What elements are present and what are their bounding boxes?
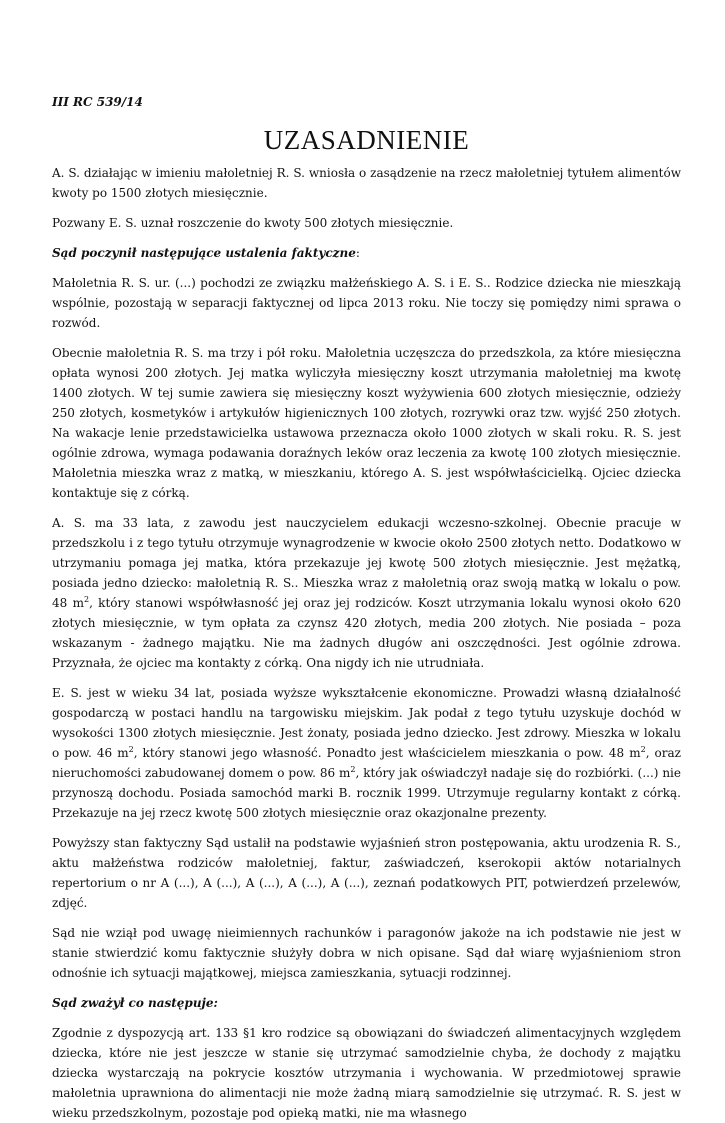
father-text-part1: E. S. jest w wieku 34 lat, posiada wyższe wykształcenie ekonomiczne. Prowadzi własną działalność gospodarczą w postaci handlu na targowisku miejskim. Jak podał z tego tytułu uzyskuje dochód w wysokości 1300 złotych miesięcznie. Jest żonaty, posiada jedno dziecko. Jest zdrowy. Mieszka w lokalu o pow. 46 m [52, 686, 681, 760]
section-heading-findings [52, 243, 681, 263]
findings-heading-text: Sąd poczynił następujące ustalenia faktyczne [52, 246, 356, 260]
mother-text-part1: A. S. ma 33 lata, z zawodu jest nauczycielem edukacji wczesno-szkolnej. Obecnie pracuje w przedszkolu i z tego tytułu otrzymuje wynagrodzenie w kwocie około 2500 złotych netto. Dodatkowo w utrzymaniu pomaga jej matka, która przekazuje jej kwotę 500 złotych miesięcznie. Jest mężatką, posiada jedno dziecko: małoletnią R. S.. Mieszka wraz z małoletnią oraz swoją matką w lokalu o pow. 48 m [52, 516, 681, 610]
superscript-two: 2 [128, 745, 134, 754]
section-heading-reasoning [52, 993, 681, 1013]
paragraph-child-origin: Małoletnia R. S. ur. (...) pochodzi ze związku małżeńskiego A. S. i E. S.. Rodzice dziecka nie mieszkają wspólnie, pozostają w separacji faktycznej od lipca 2013 roku. Nie toczy się pomiędzy nimi sprawa o rozwód. [52, 276, 681, 330]
reasoning-heading-text: Sąd zważył co następuje: [52, 996, 218, 1010]
mother-text-part2: , który stanowi współwłasność jej oraz jej rodziców. Koszt utrzymania lokalu wynosi około 620 złotych miesięcznie, w tym opłata za czynsz 420 złotych, media 200 złotych. Nie posiada – poza wskazanym - żadnego majątku. Nie ma żadnych długów ani oszczędności. Jest ogólnie zdrowa. Przyznała, że ojciec ma kontakty z córką. Ona nigdy ich nie utrudniała. [52, 596, 681, 670]
document-title: UZASADNIENIE [263, 125, 470, 155]
father-text-part4: , który jak oświadczył nadaje się do rozbiórki. (...) nie przynoszą dochodu. Posiada samochód marki B. rocznik 1999. Utrzymuje regularny kontakt z córką. Przekazuje na jej rzecz kwotę 500 złotych miesięcznie oraz okazjonalne prezenty. [52, 766, 681, 820]
paragraph-mother-situation [52, 513, 681, 673]
findings-heading-colon: : [355, 246, 360, 260]
paragraph-evidence-rejected: Sąd nie wziął pod uwagę nieimiennych rachunków i paragonów jakoże na ich podstawie nie jest w stanie stwierdzić komu faktycznie służyły dobra w nich opisane. Sąd dał wiarę wyjaśnieniom stron odnośnie ich sytuacji majątkowej, miejsca zamieszkania, sytuacji rodzinnej. [52, 926, 681, 980]
father-text-part2: , który stanowi jego własność. Ponadto jest właścicielem mieszkania o pow. 48 m [133, 746, 641, 760]
father-text-part3: , oraz nieruchomości zabudowanej domem o pow. 86 m [52, 746, 681, 780]
superscript-two: 2 [350, 765, 356, 774]
paragraph-legal-basis: Zgodnie z dyspozycją art. 133 §1 kro rodzice są obowiązani do świadczeń alimentacyjnych względem dziecka, które nie jest jeszcze w stanie się utrzymać samodzielnie chyba, że dochody z majątku dziecka wystarczają na pokrycie kosztów utrzymania i wychowania. W przedmiotowej sprawie małoletnia uprawniona do alimentacji nie może żadną miarą samodzielnie się utrzymać. R. S. jest w wieku przedszkolnym, pozostaje pod opieką matki, nie ma własnego [52, 1026, 681, 1120]
superscript-two: 2 [83, 595, 90, 604]
case-signature: III RC 539/14 [52, 95, 143, 109]
paragraph-acknowledgement: Pozwany E. S. uznał roszczenie do kwoty 500 złotych miesięcznie. [52, 216, 454, 230]
superscript-two: 2 [640, 745, 646, 754]
paragraph-evidence: Powyższy stan faktyczny Sąd ustalił na podstawie wyjaśnień stron postępowania, aktu urodzenia R. S., aktu małżeństwa rodziców małoletniej, faktur, zaświadczeń, kserokopii aktów notarialnych repertorium o nr A (...), A (...), A (...), A (...), A (...), zeznań podatkowych PIT, potwierdzeń przelewów, zdjęć. [52, 836, 681, 910]
paragraph-father-situation [52, 683, 681, 823]
paragraph-child-costs: Obecnie małoletnia R. S. ma trzy i pół roku. Małoletnia uczęszcza do przedszkola, za które miesięczna opłata wynosi 200 złotych. Jej matka wyliczyła miesięczny koszt utrzymania małoletniej ma kwotę 1400 złotych. W tej sumie zawiera się miesięczny koszt wyżywienia 600 złotych miesięcznie, odzieży 250 złotych, kosmetyków i artykułów higienicznych 100 złotych, rozrywki oraz tzw. wyjść 250 złotych. Na wakacje lenie przedstawicielka ustawowa przeznacza około 1000 złotych w skali roku. R. S. jest ogólnie zdrowa, wymaga podawania doraźnych leków oraz leczenia za kwotę 100 złotych miesięcznie. Małoletnia mieszka wraz z matką, w mieszkaniu, którego A. S. jest współwłaścicielką. Ojciec dziecka kontaktuje się z córką. [52, 346, 681, 500]
paragraph-claim: A. S. działając w imieniu małoletniej R. S. wniosła o zasądzenie na rzecz małoletniej tytułem alimentów kwoty po 1500 złotych miesięcznie. [52, 166, 681, 200]
